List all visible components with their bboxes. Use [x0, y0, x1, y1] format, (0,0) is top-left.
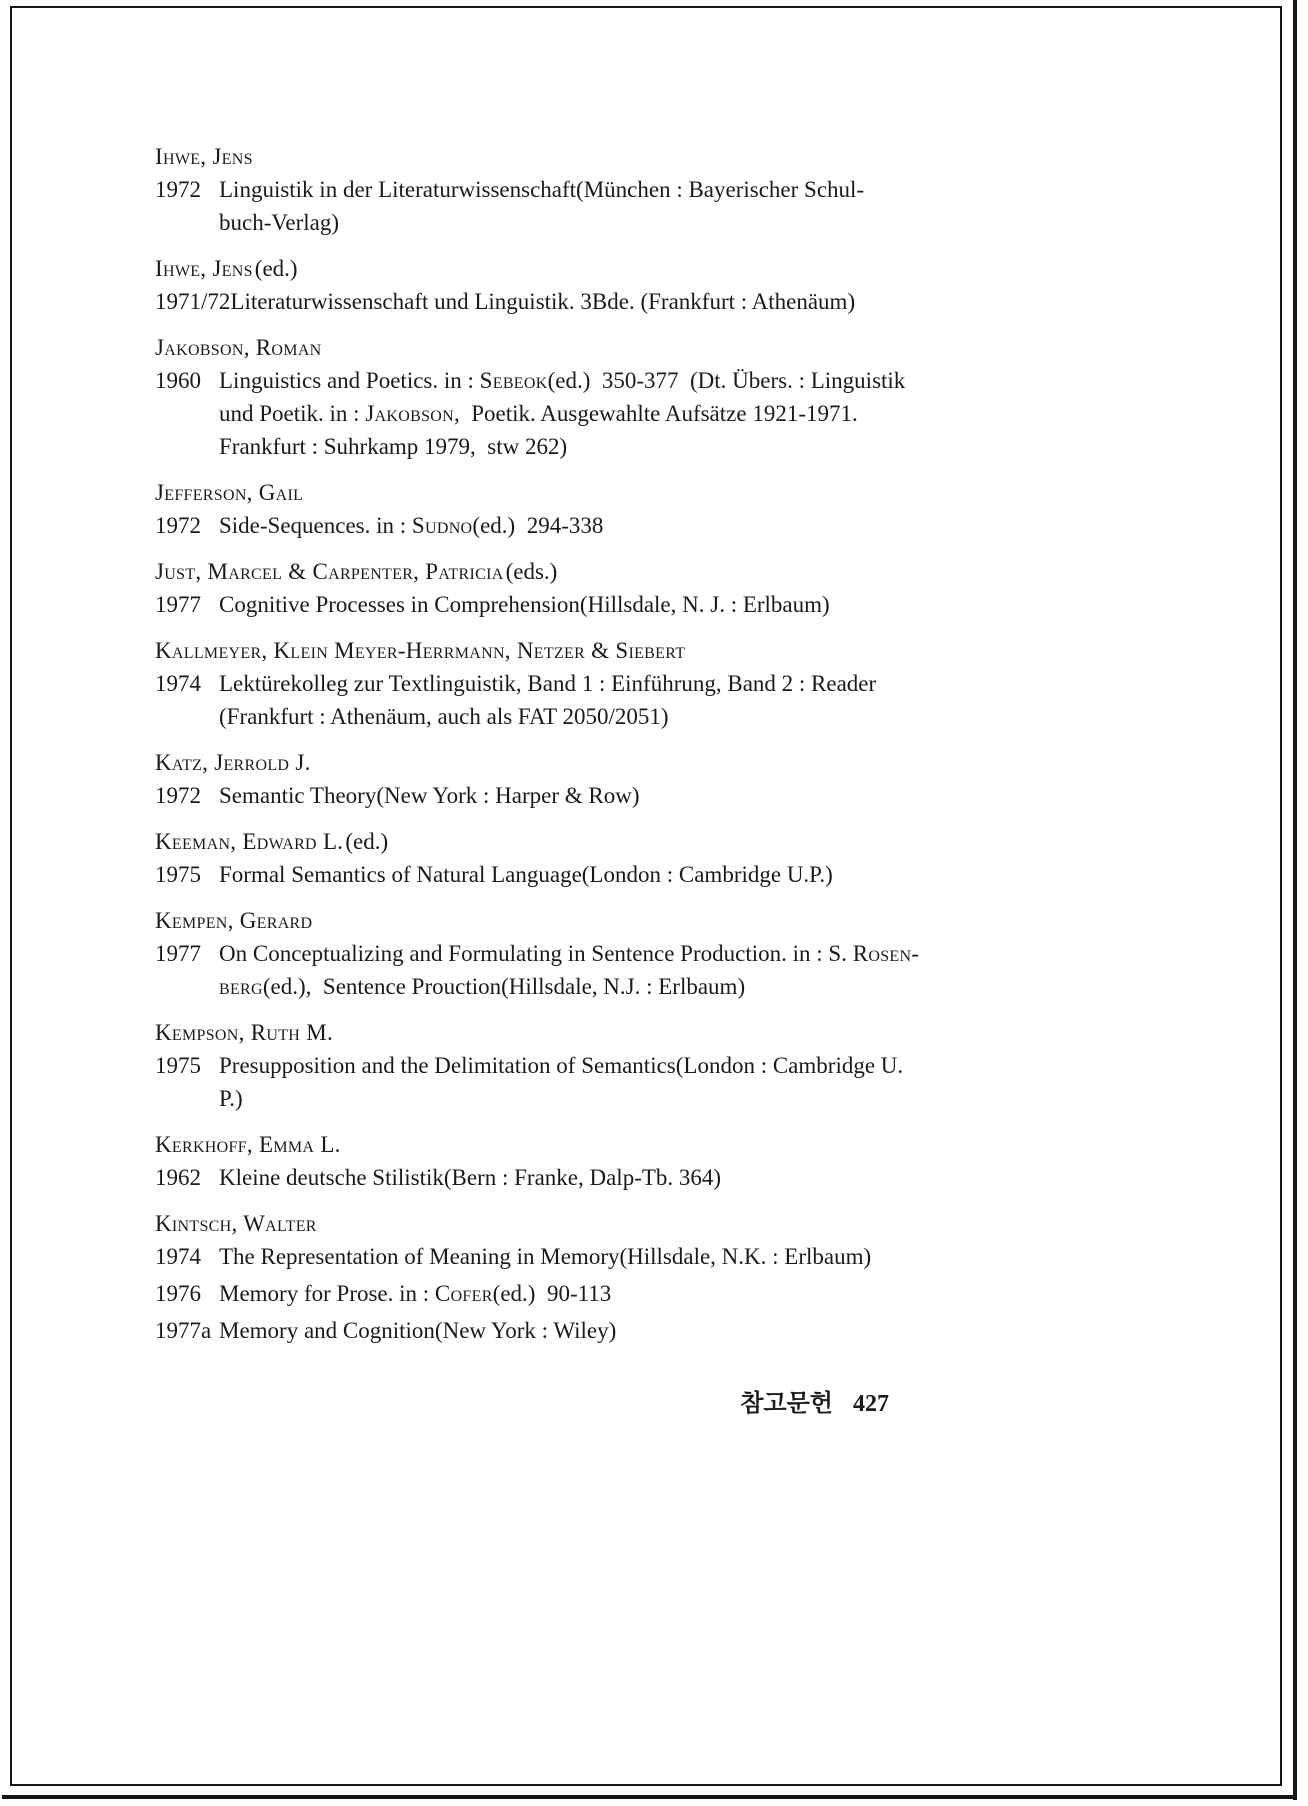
item-line [219, 858, 1021, 891]
bibliography-item [155, 667, 1021, 733]
item-text [219, 1240, 1021, 1273]
author-line [155, 476, 1021, 509]
bibliography-item [155, 1161, 1021, 1194]
item-text [219, 667, 1021, 733]
item-text [219, 364, 1021, 463]
item-line [219, 430, 1021, 463]
footer-section-label: 참고문헌 [740, 1391, 833, 1417]
author-line [155, 1016, 1021, 1049]
bibliography-entry [155, 252, 1021, 318]
text-segment: Linguistik in der Literaturwissenschaft(München : Bayerischer Schul- [219, 177, 865, 202]
author-name: Kerkhoff, Emma L. [155, 1132, 341, 1157]
author-name: Kallmeyer, Klein Meyer-Herrmann, Netzer & Siebert [155, 638, 686, 663]
text-segment: buch-Verlag) [219, 210, 340, 235]
author-name: Kintsch, Walter [155, 1211, 317, 1236]
text-segment: Presupposition and the Delimitation of Semantics(London : Cambridge U. [219, 1053, 904, 1078]
item-line [219, 1314, 1021, 1347]
year-label: 1977 [155, 941, 201, 966]
year-label: 1975 [155, 862, 201, 887]
year-label: 1975 [155, 1053, 201, 1078]
text-segment: P.) [219, 1086, 243, 1111]
year-label: 1976 [155, 1281, 201, 1306]
item-text [219, 1314, 1021, 1347]
bibliography-item [155, 779, 1021, 812]
bibliography-item [155, 1049, 1021, 1115]
author-line [155, 904, 1021, 937]
bibliography-item [155, 173, 1021, 239]
author-suffix: (ed.) [254, 256, 298, 281]
text-segment: Lektürekolleg zur Textlinguistik, Band 1 : Einführung, Band 2 : Reader [219, 671, 877, 696]
bibliography-item [155, 364, 1021, 463]
item-text [219, 1277, 1021, 1310]
text-segment: , Poetik. Ausgewahlte Aufsätze 1921-1971. [454, 401, 858, 426]
item-line [219, 173, 1021, 206]
bibliography-entry [155, 746, 1021, 812]
item-line [219, 206, 1021, 239]
item-line [219, 1082, 1021, 1115]
bibliography-entry [155, 634, 1021, 733]
author-name: Ihwe, Jens [155, 144, 253, 169]
year-label: 1960 [155, 368, 201, 393]
author-line [155, 331, 1021, 364]
text-segment: (ed.) 294-338 [472, 513, 604, 538]
text-segment: (ed.) 350-377 (Dt. Übers. : Linguistik [547, 368, 906, 393]
year-label: 1974 [155, 1244, 201, 1269]
cited-author-name: Cofer [434, 1281, 493, 1306]
text-segment: und Poetik. in : [219, 401, 366, 426]
cited-author-name: Sudno [411, 513, 473, 538]
author-name: Kempen, Gerard [155, 908, 313, 933]
text-segment: (Frankfurt : Athenäum, auch als FAT 2050/2051) [219, 704, 669, 729]
bibliography-item [155, 588, 1021, 621]
item-text [219, 1049, 1021, 1115]
author-line [155, 1128, 1021, 1161]
page-edge-right [1293, 0, 1297, 1800]
item-line [219, 779, 1021, 812]
bibliography-item [155, 509, 1021, 542]
item-line [219, 588, 1021, 621]
year-label: 1972 [155, 783, 201, 808]
year-label: 1977a [155, 1318, 212, 1343]
author-line [155, 825, 1021, 858]
bibliography-item [155, 858, 1021, 891]
bibliography [155, 140, 1021, 1347]
item-line [219, 364, 1021, 397]
item-text [219, 779, 1021, 812]
item-text [219, 588, 1021, 621]
text-segment: Cognitive Processes in Comprehension(Hillsdale, N. J. : Erlbaum) [219, 592, 830, 617]
year-label: 1974 [155, 671, 201, 696]
page-footer [155, 1388, 1021, 1421]
author-line [155, 1207, 1021, 1240]
author-line [155, 252, 1021, 285]
item-line [219, 397, 1021, 430]
item-line [219, 700, 1021, 733]
author-name: Jakobson, Roman [155, 335, 322, 360]
bibliography-entry [155, 555, 1021, 621]
text-segment: Memory for Prose. in : [219, 1281, 435, 1306]
bibliography-entries [155, 140, 1021, 1347]
item-line [219, 1161, 1021, 1194]
year-label: 1972 [155, 513, 201, 538]
year-label: 1972 [155, 177, 201, 202]
text-segment: Formal Semantics of Natural Language(London : Cambridge U.P.) [219, 862, 833, 887]
text-segment: The Representation of Meaning in Memory(Hillsdale, N.K. : Erlbaum) [219, 1244, 872, 1269]
author-name: Ihwe, Jens [155, 256, 253, 281]
item-text [219, 173, 1021, 239]
cited-author-name: berg [219, 974, 263, 999]
item-text [219, 937, 1021, 1003]
bibliography-item [155, 1314, 1021, 1347]
footer-page-number: 427 [853, 1391, 889, 1417]
text-segment: Linguistics and Poetics. in : [219, 368, 480, 393]
author-line [155, 140, 1021, 173]
bibliography-entry [155, 476, 1021, 542]
item-line [219, 937, 1021, 970]
bibliography-item [155, 937, 1021, 1003]
bibliography-entry [155, 140, 1021, 239]
page-edge-bottom [2, 1795, 1297, 1799]
author-suffix: (eds.) [505, 559, 558, 584]
author-name: Kempson, Ruth M. [155, 1020, 333, 1045]
text-segment: Kleine deutsche Stilistik(Bern : Franke, Dalp-Tb. 364) [219, 1165, 722, 1190]
bibliography-entry [155, 1207, 1021, 1347]
author-line [155, 746, 1021, 779]
author-name: Just, Marcel & Carpenter, Patricia [155, 559, 504, 584]
author-name: Jefferson, Gail [155, 480, 304, 505]
text-segment: Semantic Theory(New York : Harper & Row) [219, 783, 640, 808]
bibliography-item [155, 1240, 1021, 1273]
year-label: 1977 [155, 592, 201, 617]
text-segment: Side-Sequences. in : [219, 513, 412, 538]
author-name: Keeman, Edward L. [155, 829, 344, 854]
item-text [219, 858, 1021, 891]
text-segment: (ed.) 90-113 [492, 1281, 612, 1306]
item-line [219, 1277, 1021, 1310]
author-line [155, 555, 1021, 588]
item-line [219, 509, 1021, 542]
cited-author-name: Jakobson [365, 401, 455, 426]
item-line [219, 1240, 1021, 1273]
bibliography-entry [155, 825, 1021, 891]
bibliography-entry [155, 904, 1021, 1003]
bibliography-entry [155, 331, 1021, 463]
author-name: Katz, Jerrold J. [155, 750, 311, 775]
item-text [219, 509, 1021, 542]
author-suffix: (ed.) [345, 829, 389, 854]
author-line [155, 634, 1021, 667]
year-label: 1962 [155, 1165, 201, 1190]
bibliography-entry [155, 1016, 1021, 1115]
bibliography-item [155, 1277, 1021, 1310]
bibliography-item [155, 285, 1021, 318]
item-line [219, 970, 1021, 1003]
item-text [219, 1161, 1021, 1194]
text-segment: Frankfurt : Suhrkamp 1979, stw 262) [219, 434, 568, 459]
text-segment: (ed.), Sentence Prouction(Hillsdale, N.J. : Erlbaum) [262, 974, 746, 999]
cited-author-name: Rosen- [852, 941, 920, 966]
cited-author-name: Sebeok [479, 368, 548, 393]
text-segment: Memory and Cognition(New York : Wiley) [219, 1318, 617, 1343]
text-segment: Literaturwissenschaft und Linguistik. 3Bde. (Frankfurt : Athenäum) [230, 289, 856, 314]
item-line [230, 285, 1021, 318]
text-segment: On Conceptualizing and Formulating in Sentence Production. in : S. [219, 941, 853, 966]
item-text [230, 285, 1021, 318]
item-line [219, 667, 1021, 700]
bibliography-entry [155, 1128, 1021, 1194]
year-label: 1971/72 [155, 289, 231, 314]
item-line [219, 1049, 1021, 1082]
